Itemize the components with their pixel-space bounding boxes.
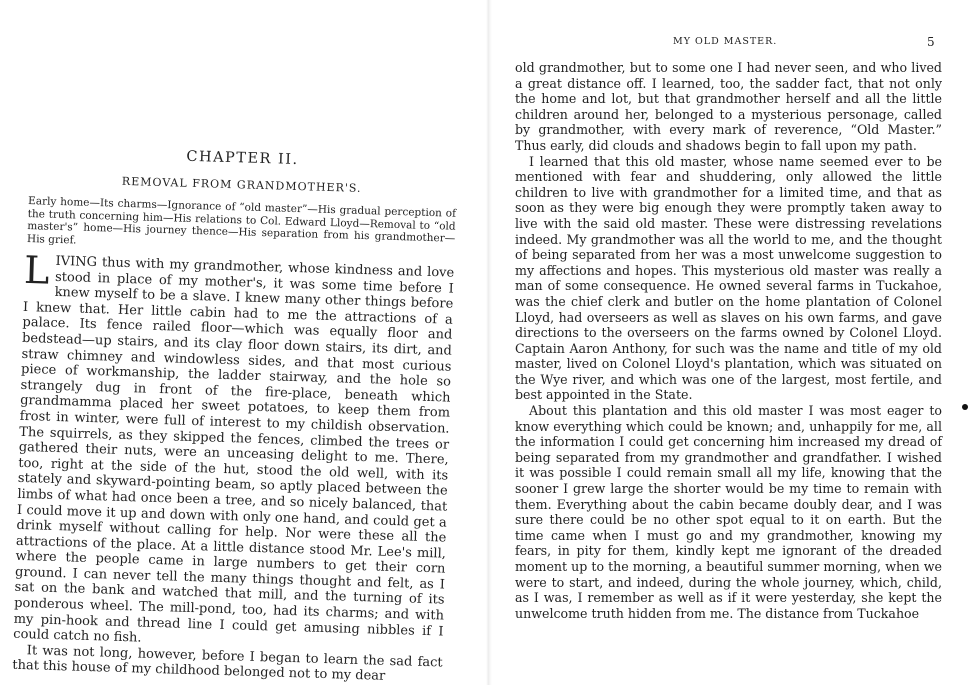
right-page (490, 0, 980, 685)
left-paragraph-1 (13, 247, 455, 655)
left-page (0, 0, 488, 685)
left-paragraph-1-text: IVING thus with my grandmother, whose kindness and love stood in place of my mother's, it was some time before I knew myself to be a slave. I knew many other things before I knew that. Her little cabin had to me the attractions of a palace. Its fence railed floor—which was equally floor and bedstead—up stairs, and its clay floor down stairs, its dirt, and straw chimney and windowless sides, and that most curious piece of workmanship, the ladder stairway, and the hole so strangely dug in front of the fire-place, beneath which grandmamma placed her sweet potatoes, to keep them from frost in winter, were full of interest to my childish observation. The squirrels, as they skipped the fences, climbed the trees or gathered their nuts, were an unceasing delight to me. There, too, right at the side of the hut, stood the old well, with its stately and skyward-pointing beam, so aptly placed between the limbs of what had once been a tree, and so nicely balanced, that I could move it up and down with only one hand, and could get a drink myself without calling for help. Nor were these all the attractions of the place. At a little distance stood Mr. Lee's mill, where the people came in large numbers to get their corn ground. I can never tell the many things thought and felt, as I sat on the bank and watched that mill, and the turning of its ponderous wheel. The mill-pond, too, had its charms; and with my pin-hook and thread line I could get amusing nibbles if I could catch no fish. (13, 253, 455, 646)
chapter-heading: CHAPTER II. (186, 148, 299, 169)
running-head (490, 36, 980, 52)
chapter-subtitle: REMOVAL FROM GRANDMOTHER'S. (121, 174, 362, 195)
right-paragraph-1: old grandmother, but to some one I had never seen, and who lived a great distance off. I learned, too, the sadder fact, that not only the home and lot, but that grandmother herself and all the little children around her, belonged to a mysterious personage, called by grandmother, with every mark of reverence, “Old Master.” Thus early, did clouds and shadows begin to fall upon my path. (515, 60, 942, 153)
right-paragraph-3: About this plantation and this old master I was most eager to know everything which could be known; and, unhappily for me, all the information I could get concerning him increased my dread of being separated from my grandmother and grandfather. I wished it was possible I could remain small all my life, knowing that the sooner I grew large the shorter would be my time to remain with them. Everything about the cabin became doubly dear, and I was sure there could be no other spot equal to it on earth. But the time came when I must go and my grandmother, knowing my fears, in pity for them, kindly kept me ignorant of the dreaded moment up to the morning, a beautiful summer morning, when we were to start, and indeed, during the whole journey, which, child, as I was, I remember as well as if it were yesterday, she kept the unwelcome truth hidden from me. The distance from Tuckahoe (515, 403, 942, 621)
drop-cap: L (23, 247, 50, 293)
page-edge-mark (962, 404, 968, 410)
page-number: 5 (927, 35, 935, 49)
left-body-text (12, 247, 455, 687)
left-page-content (12, 138, 458, 687)
running-head-title: MY OLD MASTER. (673, 36, 778, 47)
right-body-text (515, 60, 942, 621)
chapter-synopsis: Early home—Its charms—Ignorance of “old master”—His gradual perception of the truth concerning him—His relations to Col. Edward Lloyd—Removal to “old master's” home—His journey thence—His separation from his grandmother—His grief. (26, 195, 457, 246)
right-paragraph-2: I learned that this old master, whose name seemed ever to be mentioned with fear and shuddering, only allowed the little children to live with grandmother for a limited time, and that as soon as they were big enough they were promptly taken away to live with the said old master. These were distressing revelations indeed. My grandmother was all the world to me, and the thought of being separated from her was a most unwelcome suggestion to my affections and hopes. This mysterious old master was really a man of some consequence. He owned several farms in Tuckahoe, was the chief clerk and butler on the home plantation of Colonel Lloyd, had overseers as well as slaves on his own farms, and gave directions to the overseers on the farms owned by Colonel Lloyd. Captain Aaron Anthony, for such was the name and title of my old master, lived on Colonel Lloyd's plantation, which was situated on the Wye river, and which was one of the largest, most fertile, and best appointed in the State. (515, 153, 942, 403)
left-paragraph-2: It was not long, however, before I began to learn the sad fact that this house of my childhood belonged not to my dear (12, 643, 443, 685)
